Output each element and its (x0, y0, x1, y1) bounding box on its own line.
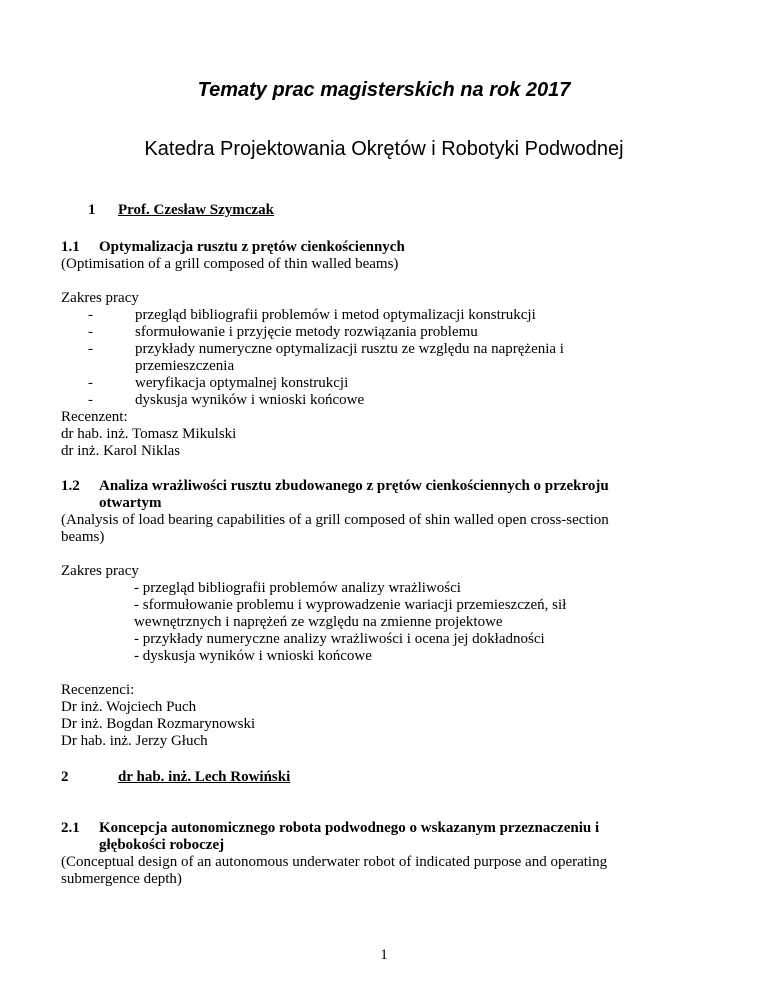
list-item: - weryfikacja optymalnej konstrukcji (88, 375, 349, 391)
topic-1-1-reviewer-2: dr inż. Karol Niklas (61, 443, 181, 459)
list-item: przemieszczenia (135, 358, 235, 374)
document-title: Tematy prac magisterskich na rok 2017 (197, 79, 571, 101)
topic-1-2-title-line-2: otwartym (99, 495, 162, 511)
topic-1-1-translation: (Optimisation of a grill composed of thin walled beams) (61, 256, 399, 272)
topic-2-1-title-line-2: głębokości roboczej (99, 837, 225, 853)
page-number: 1 (380, 947, 388, 963)
list-item: - dyskusja wyników i wnioski końcowe (88, 392, 365, 408)
topic-1-2-translation-line-2: beams) (61, 529, 105, 545)
section-1-supervisor: Prof. Czesław Szymczak (118, 202, 274, 218)
list-item: - przegląd bibliografii problemów i metod optymalizacji konstrukcji (88, 307, 536, 323)
topic-1-2-reviewer-3: Dr hab. inż. Jerzy Głuch (61, 733, 208, 749)
department-name: Katedra Projektowania Okrętów i Robotyki Podwodnej (144, 138, 624, 160)
list-item: - przykłady numeryczne analizy wrażliwości i ocena jej dokładności (134, 631, 545, 647)
topic-1-2-number: 1.2 (61, 478, 80, 494)
topic-2-1-title-line-1: Koncepcja autonomicznego robota podwodnego o wskazanym przeznaczeniu i (99, 820, 600, 836)
list-item: - sformułowanie problemu i wyprowadzenie wariacji przemieszczeń, sił (134, 597, 567, 613)
topic-1-2-reviewer-2: Dr inż. Bogdan Rozmarynowski (61, 716, 256, 732)
list-item: wewnętrznych i naprężeń ze względu na zmienne projektowe (134, 614, 503, 630)
topic-1-2-translation-line-1: (Analysis of load bearing capabilities of a grill composed of shin walled open cross-section (61, 512, 609, 528)
list-item: - przegląd bibliografii problemów analizy wrażliwości (134, 580, 461, 596)
topic-2-1-translation-line-2: submergence depth) (61, 871, 182, 887)
topic-1-1-reviewer-1: dr hab. inż. Tomasz Mikulski (61, 426, 237, 442)
list-item: - sformułowanie i przyjęcie metody rozwiązania problemu (88, 324, 478, 340)
topic-1-1-scope-label: Zakres pracy (61, 290, 139, 306)
topic-1-1-number: 1.1 (61, 239, 80, 255)
list-item: - dyskusja wyników i wnioski końcowe (134, 648, 372, 664)
topic-2-1-number: 2.1 (61, 820, 80, 836)
section-1-number: 1 (88, 202, 96, 218)
topic-2-1-translation-line-1: (Conceptual design of an autonomous underwater robot of indicated purpose and operating (61, 854, 608, 870)
topic-1-1-title: Optymalizacja rusztu z prętów cienkościennych (99, 239, 405, 255)
topic-1-1-scope-list (88, 307, 564, 409)
topic-1-2-reviewer-label: Recenzenci: (61, 682, 135, 698)
topic-1-1-reviewer-label: Recenzent: (61, 409, 128, 425)
topic-1-2-scope-label: Zakres pracy (61, 563, 139, 579)
list-item: - przykłady numeryczne optymalizacji rusztu ze względu na naprężenia i (88, 341, 564, 357)
section-2-number: 2 (61, 769, 69, 785)
section-2-supervisor: dr hab. inż. Lech Rowiński (118, 769, 291, 785)
topic-1-2-title-line-1: Analiza wrażliwości rusztu zbudowanego z prętów cienkościennych o przekroju (99, 478, 609, 494)
topic-1-2-reviewer-1: Dr inż. Wojciech Puch (61, 699, 197, 715)
